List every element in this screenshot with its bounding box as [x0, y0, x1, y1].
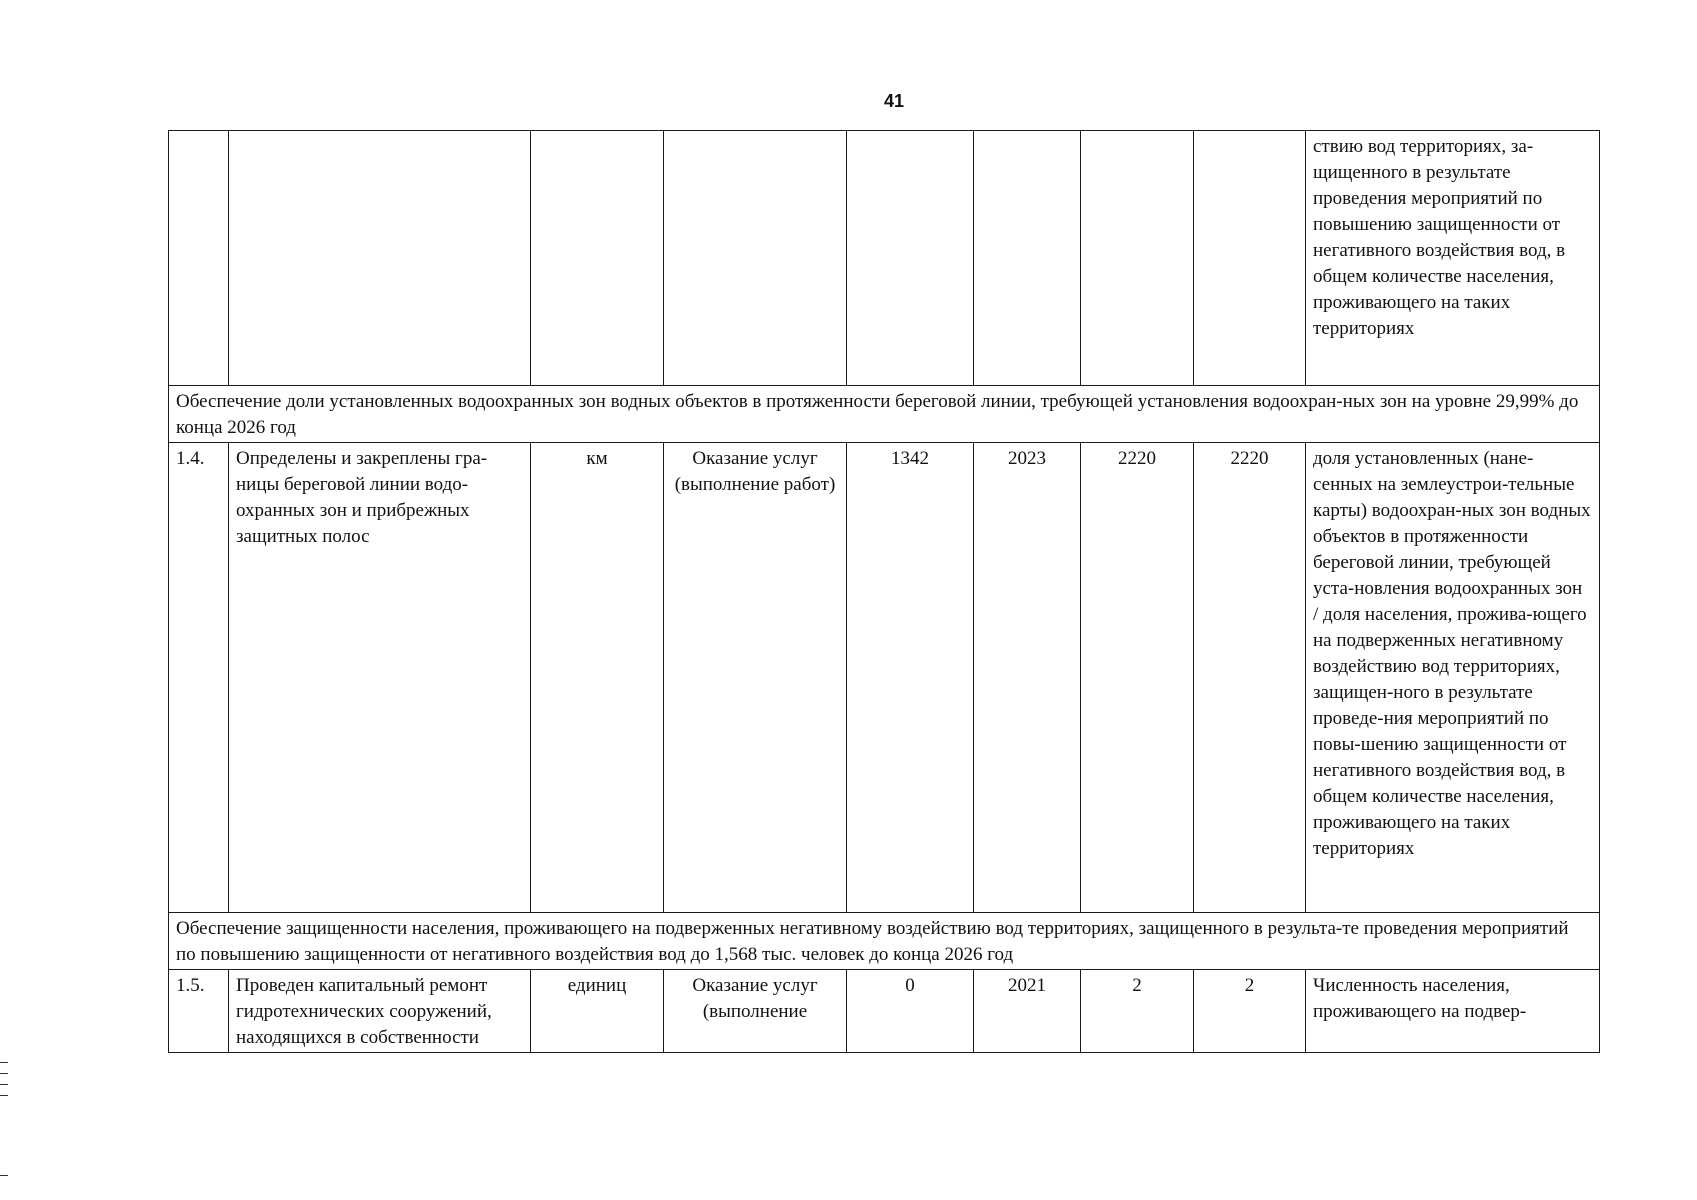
scan-edge-mark	[0, 1073, 8, 1074]
value-cell: 2	[1194, 970, 1306, 1053]
value-cell: 2220	[1194, 443, 1306, 913]
section-row	[169, 386, 1600, 443]
unit-cell: единиц	[531, 970, 664, 1053]
unit-cell: км	[531, 443, 664, 913]
name-cell: Проведен капитальный ремонт гидротехнических сооружений, находящихся в собственности	[229, 970, 531, 1053]
indicators-table	[168, 130, 1600, 1053]
value-cell	[1194, 131, 1306, 386]
base-value-cell: 0	[847, 970, 974, 1053]
unit-cell	[531, 131, 664, 386]
year-cell: 2021	[974, 970, 1081, 1053]
table-row	[169, 131, 1600, 386]
type-cell	[664, 131, 847, 386]
index-cell: 1.5.	[169, 970, 229, 1053]
value-cell	[1081, 131, 1194, 386]
value-cell: 2	[1081, 970, 1194, 1053]
year-cell: 2023	[974, 443, 1081, 913]
section-heading: Обеспечение защищенности населения, проживающего на подверженных негативному воздействию вод территориях, защищенного в результа-те проведения мероприятий по повышению защищенности от негативного воздействия вод до 1,568 тыс. человек до конца 2026 год	[169, 913, 1600, 970]
base-value-cell: 1342	[847, 443, 974, 913]
index-cell	[169, 131, 229, 386]
year-cell	[974, 131, 1081, 386]
scan-edge-mark	[0, 1175, 8, 1176]
section-heading: Обеспечение доли установленных водоохранных зон водных объектов в протяженности береговой линии, требующей установления водоохран-ных зон на уровне 29,99% до конца 2026 год	[169, 386, 1600, 443]
scan-edge-mark	[0, 1095, 8, 1096]
scan-edge-mark	[0, 1062, 8, 1063]
result-cell: Численность населения, проживающего на подвер-	[1306, 970, 1600, 1053]
type-cell: Оказание услуг (выполнение работ)	[664, 443, 847, 913]
type-cell: Оказание услуг (выполнение	[664, 970, 847, 1053]
result-cell: ствию вод территориях, за-щищенного в результате проведения мероприятий по повышению защищенности от негативного воздействия вод, в общем количестве населения, проживающего на таких территориях	[1306, 131, 1600, 386]
page-number: 41	[883, 91, 905, 111]
base-value-cell	[847, 131, 974, 386]
result-cell: доля установленных (нане-сенных на землеустрои-тельные карты) водоохран-ных зон водных объектов в протяженности береговой линии, требующей уста-новления водоохранных зон / доля населения, прожива-ющего на подверженных негативному воздействию вод территориях, защищен-ного в результате проведе-ния мероприятий по повы-шению защищенности от негативного воздействия вод, в общем количестве населения, проживающего на таких территориях	[1306, 443, 1600, 913]
section-row	[169, 913, 1600, 970]
table-row	[169, 970, 1600, 1053]
name-cell: Определены и закреплены гра-ницы береговой линии водо-охранных зон и прибрежных защитных полос	[229, 443, 531, 913]
table-row	[169, 443, 1600, 913]
name-cell	[229, 131, 531, 386]
index-cell: 1.4.	[169, 443, 229, 913]
scan-edge-mark	[0, 1084, 8, 1085]
value-cell: 2220	[1081, 443, 1194, 913]
